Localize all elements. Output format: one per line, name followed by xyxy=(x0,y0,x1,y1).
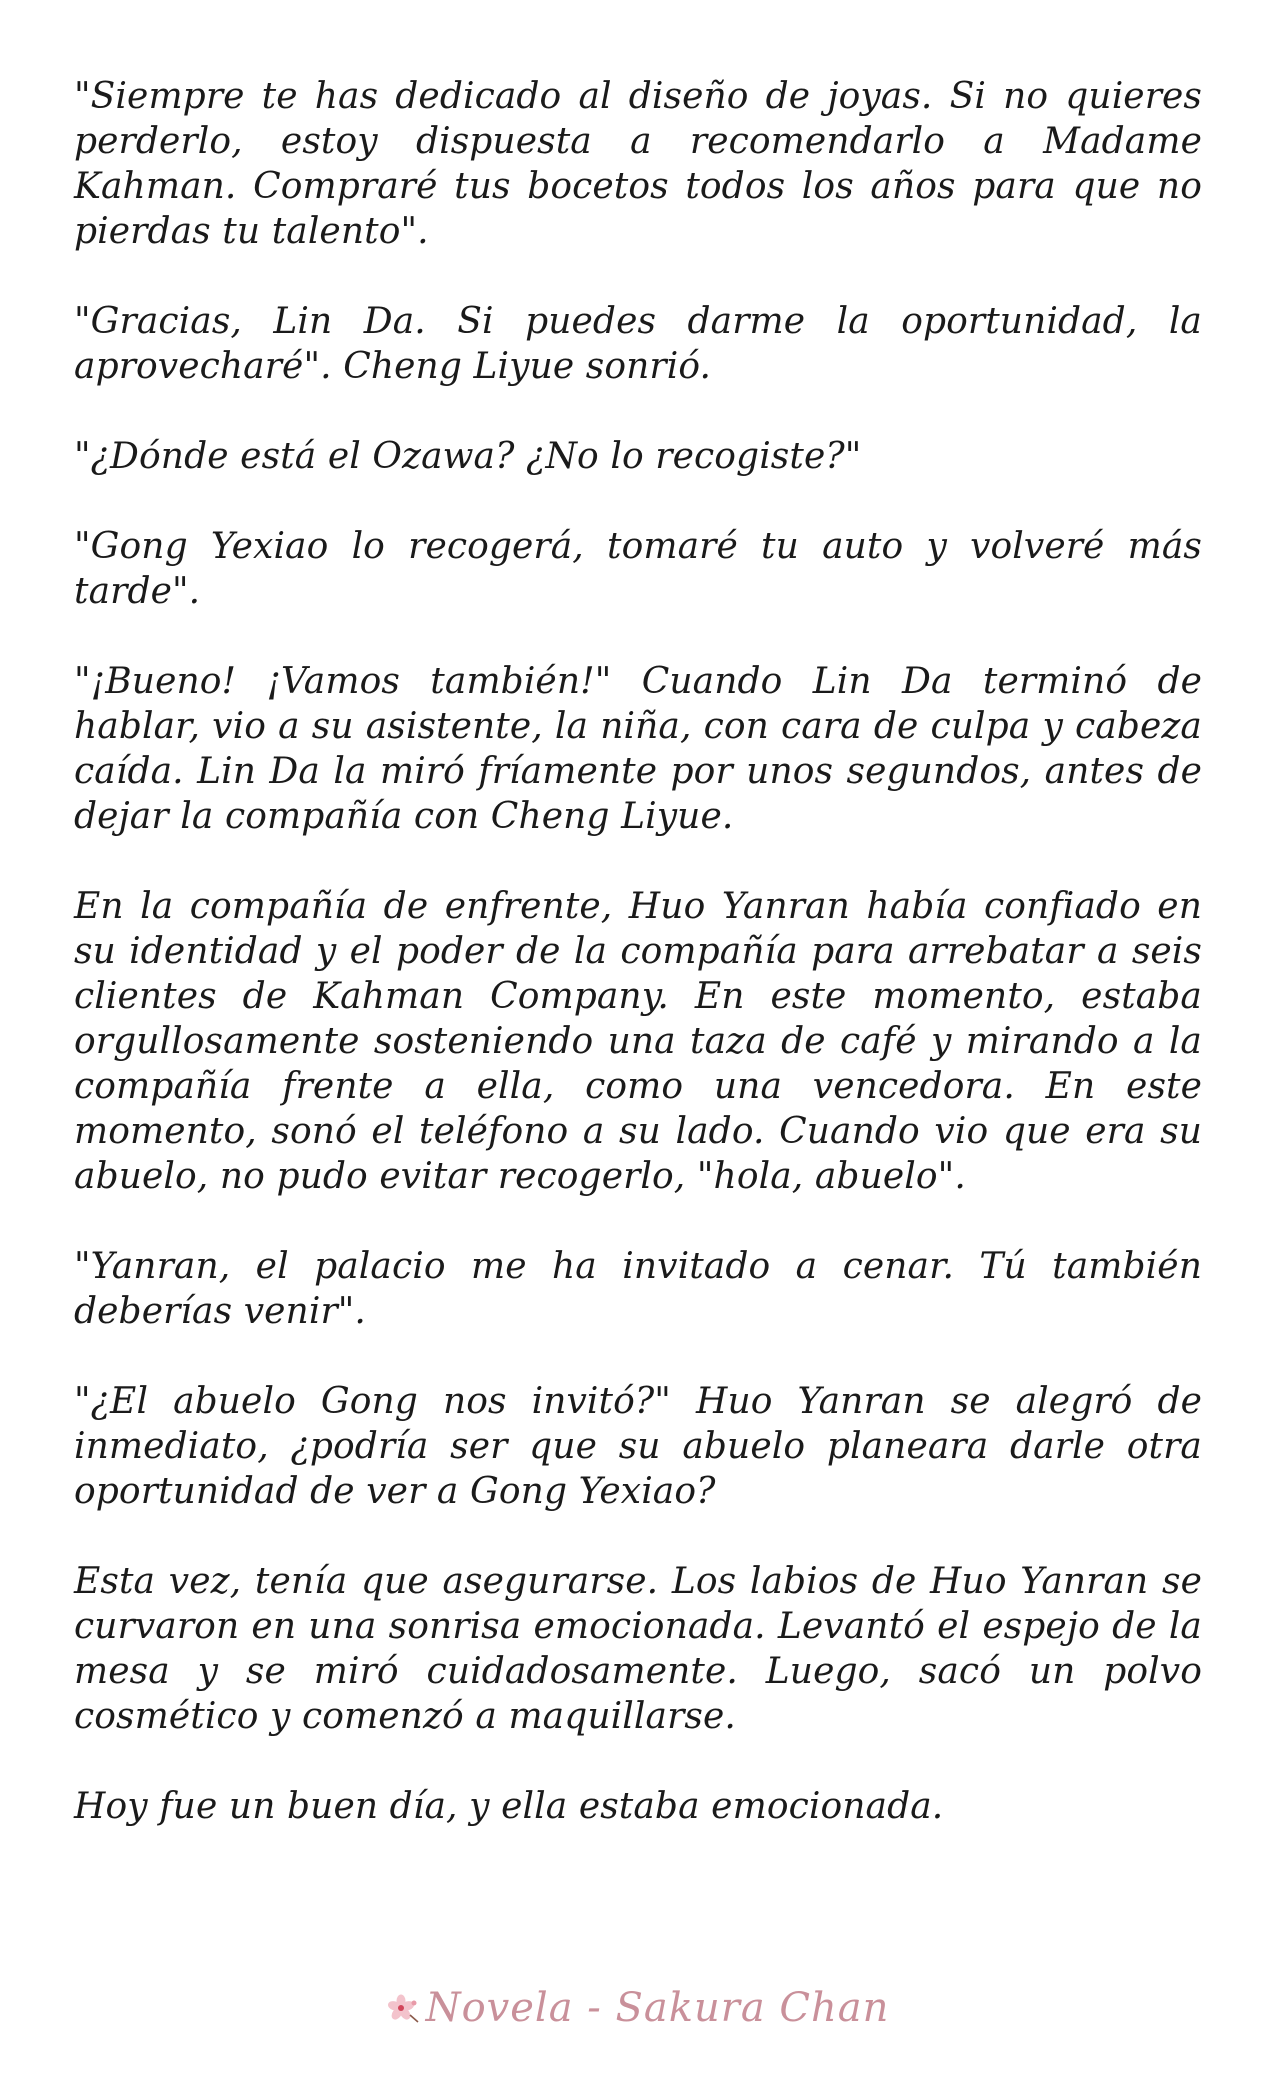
paragraph-3: "¿Dónde está el Ozawa? ¿No lo recogiste?" xyxy=(74,436,862,477)
paragraph-1: "Siempre te has dedicado al diseño de joyas. Si no quieres perderlo, estoy dispuesta a recomendarlo a Madame Kahman. Compraré tus bocetos todos los años para que no pierdas tu talento". xyxy=(74,76,1202,252)
cherry-blossom-icon xyxy=(386,1991,420,2025)
watermark-text: Novela - Sakura Chan xyxy=(425,1985,890,2031)
paragraph-8: "¿El abuelo Gong nos invitó?" Huo Yanran se alegró de inmediato, ¿podría ser que su abuelo planeara darle otra oportunidad de ver a Gong Yexiao? xyxy=(74,1381,1202,1512)
paragraph-2: "Gracias, Lin Da. Si puedes darme la oportunidad, la aprovecharé". Cheng Liyue sonrió. xyxy=(74,301,1202,387)
paragraph-4: "Gong Yexiao lo recogerá, tomaré tu auto y volveré más tarde". xyxy=(74,526,1202,612)
paragraph-10: Hoy fue un buen día, y ella estaba emocionada. xyxy=(74,1786,944,1827)
watermark xyxy=(0,1985,1275,2031)
paragraph-7: "Yanran, el palacio me ha invitado a cenar. Tú también deberías venir". xyxy=(74,1246,1202,1332)
chapter-text xyxy=(74,74,1202,1874)
paragraph-9: Esta vez, tenía que asegurarse. Los labios de Huo Yanran se curvaron en una sonrisa emocionada. Levantó el espejo de la mesa y se miró cuidadosamente. Luego, sacó un polvo cosmético y comenzó a maquillarse. xyxy=(74,1561,1202,1737)
paragraph-5: "¡Bueno! ¡Vamos también!" Cuando Lin Da terminó de hablar, vio a su asistente, la niña, con cara de culpa y cabeza caída. Lin Da la miró fríamente por unos segundos, antes de dejar la compañía con Cheng Liyue. xyxy=(74,661,1202,837)
paragraph-6: En la compañía de enfrente, Huo Yanran había confiado en su identidad y el poder de la compañía para arrebatar a seis clientes de Kahman Company. En este momento, estaba orgullosamente sosteniendo una taza de café y mirando a la compañía frente a ella, como una vencedora. En este momento, sonó el teléfono a su lado. Cuando vio que era su abuelo, no pudo evitar recogerlo, "hola, abuelo". xyxy=(74,886,1202,1197)
